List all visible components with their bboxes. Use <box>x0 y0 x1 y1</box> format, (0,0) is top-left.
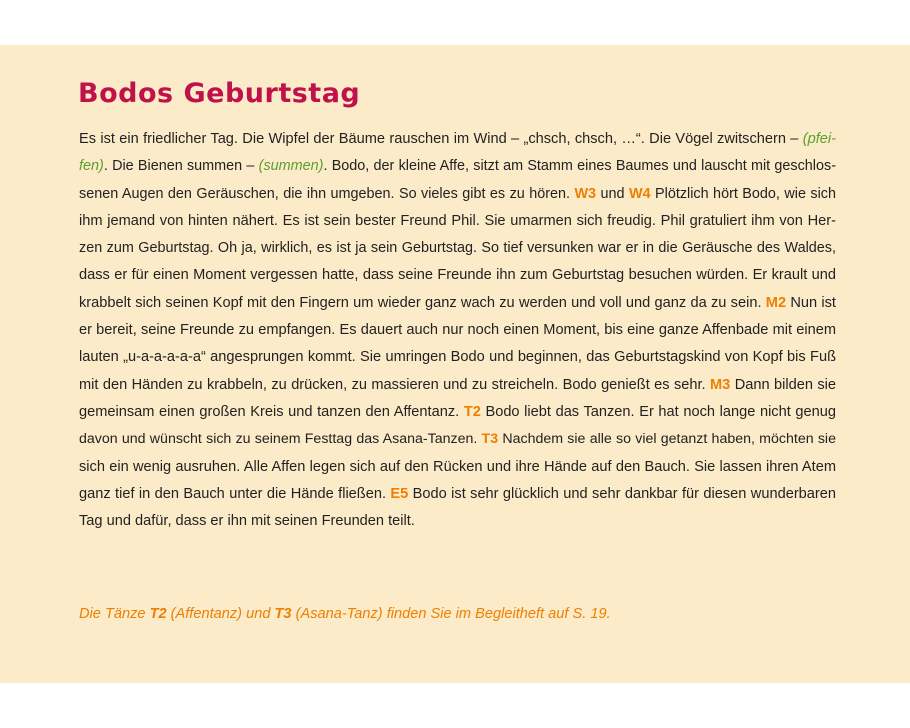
story-line <box>79 481 836 508</box>
story-line <box>79 235 836 262</box>
text-segment: senen Augen den Geräuschen, die ihn umgeben. So vieles gibt es zu hören. <box>79 185 575 202</box>
exercise-code: W4 <box>628 185 651 202</box>
exercise-code: T2 <box>463 403 481 420</box>
text-segment: Nun ist <box>786 294 836 311</box>
text-segment: Die Tänze <box>79 606 150 622</box>
text-segment: Tag und dafür, dass er ihn mit seinen Freunden teilt. <box>79 513 415 530</box>
story-text <box>79 126 836 535</box>
text-segment: krabbelt sich seinen Kopf mit den Fingern um wieder ganz wach zu werden und voll und ganz da zu sein. <box>79 294 766 311</box>
text-segment: mit den Händen zu krabbeln, zu drücken, zu massieren und zu streicheln. Bodo genießt es sehr. <box>79 376 711 393</box>
story-line <box>79 153 836 180</box>
story-line <box>79 262 836 289</box>
story-line <box>79 372 836 399</box>
story-line <box>79 344 836 371</box>
exercise-code: W3 <box>574 185 597 202</box>
story-line <box>79 181 836 208</box>
action-cue: (summen) <box>258 158 324 175</box>
story-line <box>79 508 836 535</box>
text-segment: er bereit, seine Freunde zu empfangen. Es dauert auch nur noch einen Moment, bis eine ganze Affenbade mit einem <box>79 322 836 339</box>
text-segment: (Asana-Tanz) finden Sie im Begleitheft auf S. 19. <box>291 606 611 622</box>
exercise-code: T2 <box>149 606 167 622</box>
text-segment: und <box>596 185 629 202</box>
text-segment: Plötzlich hört Bodo, wie sich <box>650 185 836 202</box>
action-cue: fen) <box>79 158 104 175</box>
story-line <box>79 126 836 153</box>
footnote <box>79 606 611 622</box>
text-segment: ihm jemand von hinten nähert. Es ist sein bester Freund Phil. Sie umarmen sich freudig. Phil gratuliert ihm von Her- <box>79 212 836 229</box>
story-line <box>79 399 836 426</box>
text-segment: sich ein wenig ausruhen. Alle Affen legen sich auf den Rücken und ihre Hände auf den Bauch. Sie lassen ihren Atem <box>79 458 836 475</box>
text-segment: Bodo ist sehr glücklich und sehr dankbar für diesen wunderbaren <box>408 485 836 502</box>
action-cue: (pfei- <box>802 131 836 147</box>
text-segment: zen zum Geburtstag. Oh ja, wirklich, es ist ja sein Geburtstag. So tief versunken war er in die Geräusche des Waldes, <box>79 240 836 257</box>
story-title: Bodos Geburtstag <box>78 78 361 109</box>
exercise-code: T3 <box>481 431 499 448</box>
text-segment: Bodo liebt das Tanzen. Er hat noch lange nicht genug <box>480 403 836 420</box>
exercise-code: M3 <box>710 376 731 393</box>
exercise-code: M2 <box>765 294 787 311</box>
text-segment: lauten „u-a-a-a-a-a“ angesprungen kommt. Sie umringen Bodo und beginnen, das Geburtstagskind von Kopf bis Fuß <box>79 349 836 366</box>
story-line <box>79 426 836 453</box>
text-segment: gemeinsam einen großen Kreis und tanzen den Affentanz. <box>79 403 464 420</box>
text-segment: dass er für einen Moment vergessen hatte, dass seine Freunde ihn zum Geburtstag besuchen würden. Er krault und <box>79 267 836 284</box>
text-segment: . Bodo, der kleine Affe, sitzt am Stamm eines Baumes und lauscht mit geschlos- <box>323 158 836 175</box>
exercise-code: T3 <box>274 606 292 622</box>
text-segment: Dann bilden sie <box>730 376 836 393</box>
text-segment: Nachdem sie alle so viel getanzt haben, möchten sie <box>498 431 836 448</box>
text-segment: davon und wünscht sich zu seinem Festtag das Asana-Tanzen. <box>79 431 482 448</box>
text-segment: Es ist ein friedlicher Tag. Die Wipfel der Bäume rauschen im Wind – „chsch, chsch, …“. Die Vögel zwitschern – <box>79 131 803 147</box>
story-line <box>79 208 836 235</box>
text-segment: . Die Bienen summen – <box>103 158 259 175</box>
story-line <box>79 454 836 481</box>
text-segment: ganz tief in den Bauch unter die Hände fließen. <box>79 485 391 502</box>
text-segment: (Affentanz) und <box>166 606 275 622</box>
exercise-code: E5 <box>390 485 409 502</box>
story-line <box>79 317 836 344</box>
story-line <box>79 290 836 317</box>
